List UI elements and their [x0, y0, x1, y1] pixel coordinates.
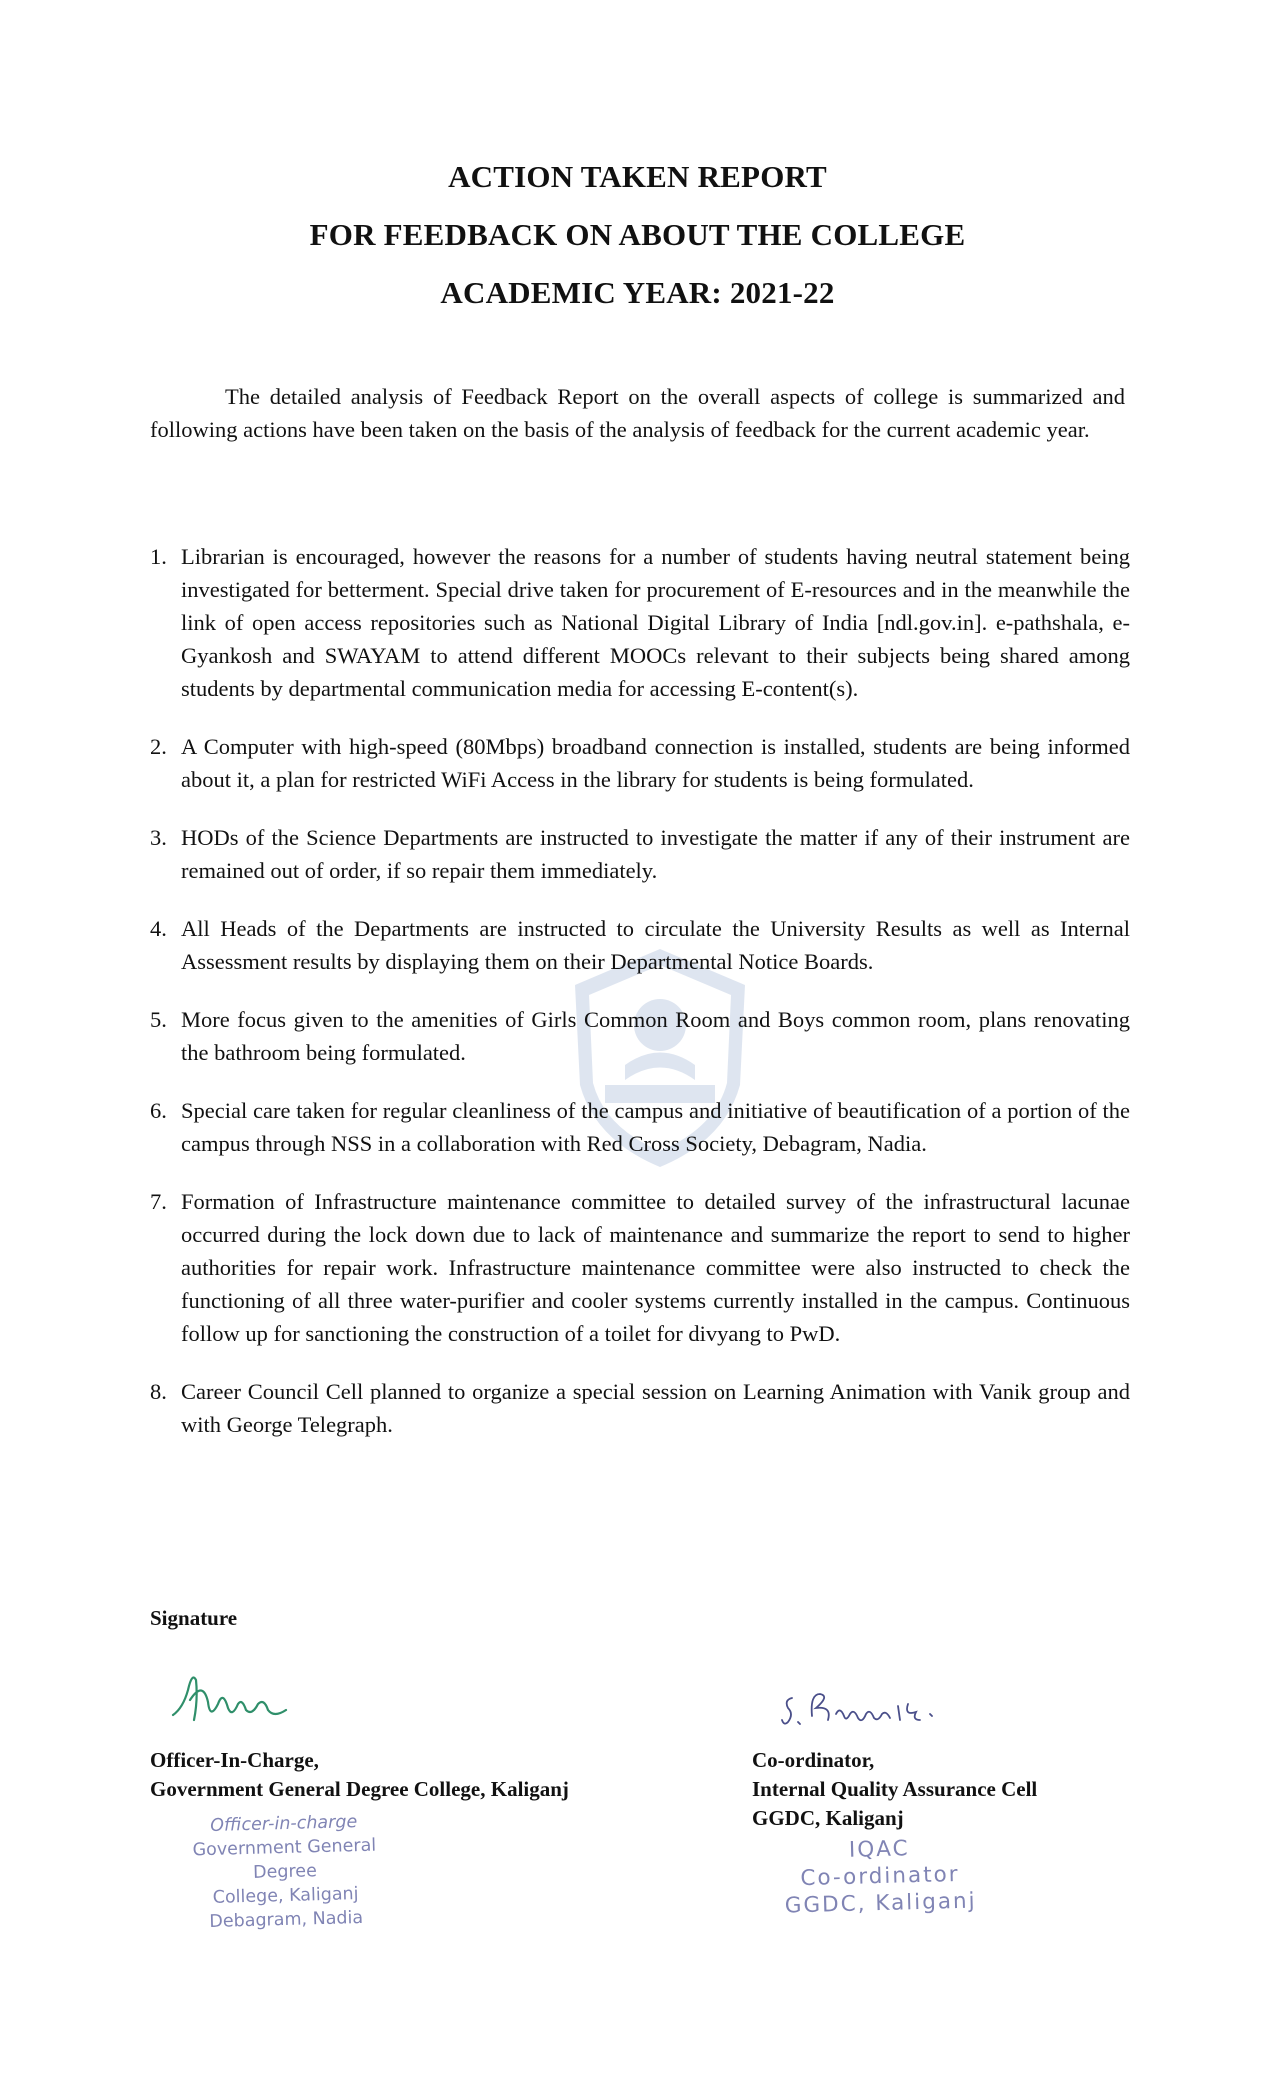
officer-designation: Officer-In-Charge,	[150, 1748, 319, 1772]
coordinator-organization: Internal Quality Assurance Cell	[752, 1777, 1038, 1801]
stamp-line: Co-ordinator	[800, 1861, 960, 1892]
stamp-line: Officer-in-charge	[210, 1812, 358, 1836]
intro-text: The detailed analysis of Feedback Report on the overall aspects of college is summarized and following actions have been taken on the basis of the analysis of feedback for the current academic year.	[150, 384, 1125, 442]
item-text: More focus given to the amenities of Girls Common Room and Boys common room, plans renovating the bathroom being formulated.	[181, 1007, 1130, 1065]
list-item	[150, 821, 1130, 887]
stamp-line: College, Kaliganj	[212, 1884, 359, 1908]
item-text: Career Council Cell planned to organize a special session on Learning Animation with Vanik group and with George Telegraph.	[181, 1379, 1130, 1437]
coordinator-signatory-block	[752, 1746, 1037, 1833]
item-text: Special care taken for regular cleanliness of the campus and initiative of beautification of a portion of the campus through NSS in a collaboration with Red Cross Society, Debagram, Nadia.	[181, 1098, 1130, 1156]
intro-paragraph	[150, 380, 1125, 446]
title-line-3: ACADEMIC YEAR: 2021-22	[440, 275, 835, 310]
list-item	[150, 1003, 1130, 1069]
signature-label: Signature	[150, 1606, 238, 1630]
item-number: 4.	[150, 916, 167, 941]
item-number: 2.	[150, 734, 167, 759]
item-text: Librarian is encouraged, however the reasons for a number of students having neutral statement being investigated for betterment. Special drive taken for procurement of E-resources and in the meanwhile the link of open access repositories such as National Digital Library of India [ndl.gov.in]. e-pathshala, e-Gyankosh and SWAYAM to attend different MOOCs relevant to their subjects being shared among students by departmental communication media for accessing E-content(s).	[181, 544, 1130, 701]
item-number: 3.	[150, 825, 167, 850]
stamp-line: Government General Degree	[192, 1835, 377, 1883]
action-list	[150, 540, 1130, 1466]
officer-signature	[168, 1660, 298, 1730]
list-item	[150, 1185, 1130, 1350]
iqac-stamp	[759, 1833, 1001, 1920]
item-number: 5.	[150, 1007, 167, 1032]
item-number: 7.	[150, 1189, 167, 1214]
officer-signatory-block	[150, 1746, 569, 1804]
item-number: 1.	[150, 544, 167, 569]
title-line-2: FOR FEEDBACK ON ABOUT THE COLLEGE	[309, 217, 966, 252]
item-text: HODs of the Science Departments are instructed to investigate the matter if any of their instrument are remained out of order, if so repair them immediately.	[181, 825, 1130, 883]
stamp-line: IQAC	[848, 1836, 910, 1863]
list-item	[150, 730, 1130, 796]
list-item	[150, 540, 1130, 705]
coordinator-designation: Co-ordinator,	[752, 1748, 875, 1772]
coordinator-college: GGDC, Kaliganj	[752, 1806, 904, 1830]
item-number: 8.	[150, 1379, 167, 1404]
item-text: All Heads of the Departments are instructed to circulate the University Results as well as Internal Assessment results by displaying them on their Departmental Notice Boards.	[181, 916, 1130, 974]
report-title	[0, 148, 1275, 322]
list-item	[150, 912, 1130, 978]
officer-stamp	[158, 1809, 411, 1936]
item-number: 6.	[150, 1098, 167, 1123]
list-item	[150, 1375, 1130, 1441]
list-item	[150, 1094, 1130, 1160]
stamp-line: Debagram, Nadia	[209, 1907, 364, 1932]
stamp-line: GGDC, Kaliganj	[784, 1888, 977, 1919]
item-text: Formation of Infrastructure maintenance committee to detailed survey of the infrastructural lacunae occurred during the lock down due to lack of maintenance and summarize the report to send to higher authorities for repair work. Infrastructure maintenance committee were also instructed to check the functioning of all three water-purifier and cooler systems currently installed in the campus. Continuous follow up for sanctioning the construction of a toilet for divyang to PwD.	[181, 1189, 1130, 1346]
officer-organization: Government General Degree College, Kaliganj	[150, 1777, 569, 1801]
coordinator-signature	[780, 1686, 950, 1731]
title-line-1: ACTION TAKEN REPORT	[448, 159, 827, 194]
item-text: A Computer with high-speed (80Mbps) broadband connection is installed, students are being informed about it, a plan for restricted WiFi Access in the library for students is being formulated.	[181, 734, 1130, 792]
